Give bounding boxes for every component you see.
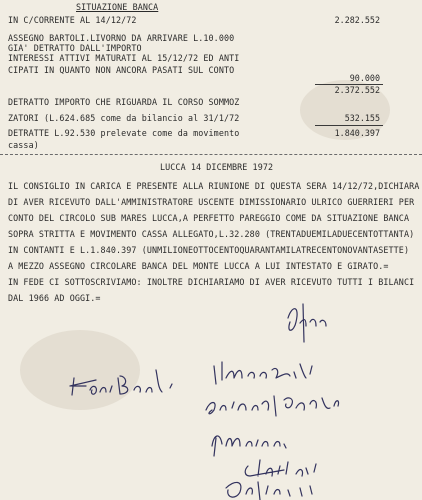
declaration-line: DI AVER RICEVUTO DALL'AMMINISTRATORE USCENTE DIMISSIONARIO ULRICO GUERRIERI PER (8, 197, 415, 207)
signature-3 (214, 362, 312, 384)
declaration-line: DAL 1966 AD OGGI.= (8, 293, 101, 303)
signature-6 (245, 460, 316, 476)
signature-7 (226, 482, 312, 500)
account-subtotal: 2.372.552 (334, 85, 380, 95)
declaration-line: IL CONSIGLIO IN CARICA E PRESENTE ALLA RIUNIONE DI QUESTA SERA 14/12/72,DICHIARA (8, 181, 420, 191)
account-line: CIPATI IN QUANTO NON ANCORA PASATI SUL CONTO (8, 65, 235, 75)
account-amount: 90.000 (349, 73, 380, 83)
signature-2 (70, 370, 172, 395)
account-line: DETRATTO IMPORTO CHE RIGUARDA IL CORSO SOMMOZ (8, 97, 240, 107)
declaration-line: IN FEDE CI SOTTOSCRIVIAMO: INOLTRE DICHIARIAMO DI AVER RICEVUTO TUTTI I BILANCI (8, 277, 415, 287)
account-line: ASSEGNO BARTOLI.LIVORNO DA ARRIVARE L.10.000 (8, 33, 235, 43)
account-amount: 2.282.552 (334, 15, 380, 25)
place-date: LUCCA 14 DICEMBRE 1972 (160, 162, 274, 172)
signature-1 (288, 304, 326, 342)
account-amount: 532.155 (344, 113, 380, 123)
signature-4 (206, 396, 339, 416)
account-line: GIA' DETRATTO DALL'IMPORTO (8, 43, 142, 53)
declaration-line: IN CONTANTI E L.1.840.397 (UNMILIONEOTTOCENTOQUARANTAMILATRECENTONOVANTASETTE) (8, 245, 410, 255)
account-line: DETRATTE L.92.530 prelevate come da movimento (8, 128, 240, 138)
declaration-line: A MEZZO ASSEGNO CIRCOLARE BANCA DEL MONTE LUCCA A LUI INTESTATO E GIRATO.= (8, 261, 389, 271)
account-line: cassa) (8, 140, 39, 150)
declaration-line: SOPRA STRITTA E MOVIMENTO CASSA ALLEGATO,L.32.280 (TRENTADUEMILADUECENTOTTANTA) (8, 229, 415, 239)
declaration-line: CONTO DEL CIRCOLO SUB MARES LUCCA,A PERFETTO PAREGGIO COME DA SITUAZIONE BANCA (8, 213, 410, 223)
account-line: ZATORI (L.624.685 come da bilancio al 31/1/72 (8, 113, 240, 123)
signature-5 (212, 436, 286, 456)
account-line: INTERESSI ATTIVI MATURATI AL 15/12/72 ED ANTI (8, 53, 240, 63)
account-line: IN C/CORRENTE AL 14/12/72 (8, 15, 137, 25)
section-title: SITUAZIONE BANCA (76, 2, 159, 12)
account-total: 1.840.397 (334, 128, 380, 138)
